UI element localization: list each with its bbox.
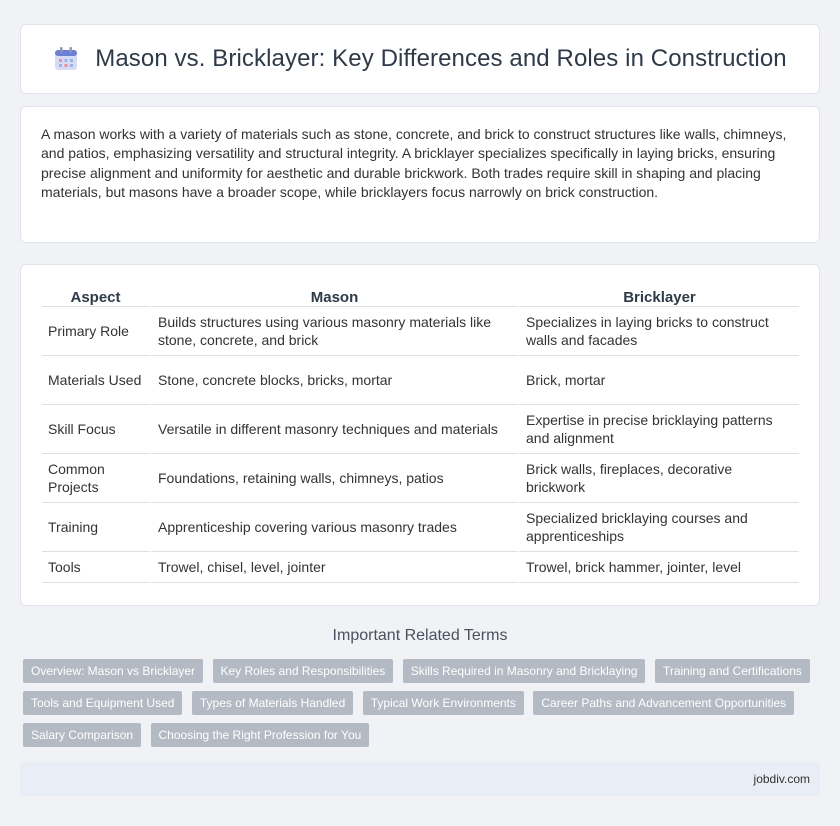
table-cell-bricklayer: Brick, mortar xyxy=(517,356,799,405)
related-term-tag[interactable]: Types of Materials Handled xyxy=(192,691,353,715)
table-cell-bricklayer: Specialized bricklaying courses and apprenticeships xyxy=(517,503,799,552)
table-cell-mason: Trowel, chisel, level, jointer xyxy=(149,552,517,583)
summary-card xyxy=(20,106,820,243)
related-terms-heading: Important Related Terms xyxy=(332,627,508,644)
table-row xyxy=(42,503,799,552)
related-term-tag[interactable]: Tools and Equipment Used xyxy=(23,691,182,715)
related-term-tag[interactable]: Choosing the Right Profession for You xyxy=(151,723,370,747)
table-cell-aspect: Common Projects xyxy=(42,454,149,503)
table-cell-mason: Builds structures using various masonry materials like stone, concrete, and brick xyxy=(149,307,517,356)
table-cell-aspect: Materials Used xyxy=(42,356,149,405)
table-cell-mason: Foundations, retaining walls, chimneys, patios xyxy=(149,454,517,503)
related-term-tag[interactable]: Training and Certifications xyxy=(655,659,810,683)
header-card xyxy=(20,24,820,94)
table-cell-mason: Stone, concrete blocks, bricks, mortar xyxy=(149,356,517,405)
header-title-wrap xyxy=(53,45,786,73)
comparison-table-card xyxy=(20,264,820,606)
related-terms-tags xyxy=(23,659,823,755)
related-term-tag[interactable]: Skills Required in Masonry and Bricklaying xyxy=(403,659,646,683)
column-header-mason: Mason xyxy=(149,283,517,307)
related-term-tag[interactable]: Salary Comparison xyxy=(23,723,141,747)
table-cell-aspect: Primary Role xyxy=(42,307,149,356)
calendar-icon xyxy=(53,46,79,72)
table-row xyxy=(42,552,799,583)
related-term-tag[interactable]: Overview: Mason vs Bricklayer xyxy=(23,659,203,683)
comparison-table xyxy=(42,283,799,583)
table-cell-bricklayer: Expertise in precise bricklaying patterns and alignment xyxy=(517,405,799,454)
related-term-tag[interactable]: Key Roles and Responsibilities xyxy=(213,659,394,683)
footer-site-link[interactable]: jobdiv.com xyxy=(753,772,810,786)
table-cell-mason: Versatile in different masonry techniques and materials xyxy=(149,405,517,454)
related-term-tag[interactable]: Career Paths and Advancement Opportunities xyxy=(533,691,794,715)
table-cell-bricklayer: Trowel, brick hammer, jointer, level xyxy=(517,552,799,583)
table-row xyxy=(42,356,799,405)
footer xyxy=(20,762,820,796)
summary-text: A mason works with a variety of materials such as stone, concrete, and brick to construct structures like walls, chimneys, and patios, emphasizing versatility and structural integrity. A bricklayer specializes specifically in laying bricks, ensuring precise alignment and uniformity for aesthetic and durable brickwork. Both trades require skill in shaping and placing materials, but masons have a broader scope, while bricklayers focus narrowly on brick construction. xyxy=(41,126,787,201)
related-term-tag[interactable]: Typical Work Environments xyxy=(363,691,524,715)
page-title: Mason vs. Bricklayer: Key Differences and Roles in Construction xyxy=(95,45,787,72)
table-header-row xyxy=(42,283,799,307)
table-cell-aspect: Skill Focus xyxy=(42,405,149,454)
table-cell-aspect: Training xyxy=(42,503,149,552)
table-row xyxy=(42,405,799,454)
table-cell-aspect: Tools xyxy=(42,552,149,583)
table-row xyxy=(42,307,799,356)
column-header-bricklayer: Bricklayer xyxy=(517,283,799,307)
table-cell-bricklayer: Brick walls, fireplaces, decorative brickwork xyxy=(517,454,799,503)
table-row xyxy=(42,454,799,503)
table-cell-bricklayer: Specializes in laying bricks to construct walls and facades xyxy=(517,307,799,356)
table-cell-mason: Apprenticeship covering various masonry trades xyxy=(149,503,517,552)
column-header-aspect: Aspect xyxy=(42,283,149,307)
